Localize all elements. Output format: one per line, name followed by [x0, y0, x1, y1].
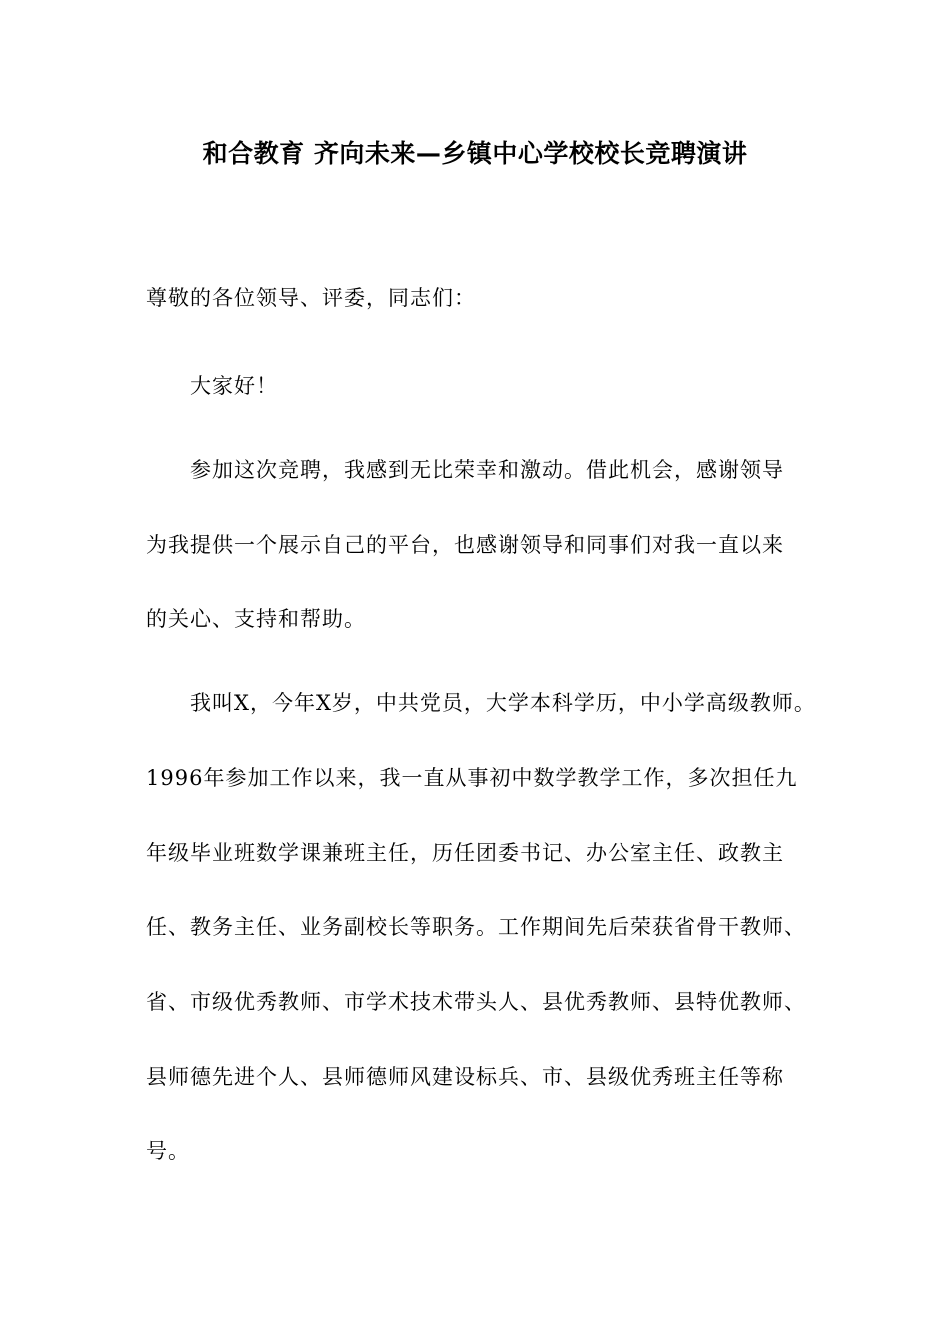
document-title: 和合教育 齐向未来—乡镇中心学校校长竞聘演讲 — [202, 139, 748, 168]
paragraph-line: 县师德先进个人、县师德师风建设标兵、市、县级优秀班主任等称 — [146, 1065, 784, 1089]
paragraph-line: 1996年参加工作以来，我一直从事初中数学教学工作，多次担任九 — [146, 766, 798, 790]
salutation: 尊敬的各位领导、评委，同志们： — [146, 286, 476, 310]
paragraph-line: 的关心、支持和帮助。 — [146, 607, 366, 631]
paragraph-line: 我叫X，今年X岁，中共党员，大学本科学历，中小学高级教师。 — [190, 691, 816, 715]
greeting: 大家好！ — [190, 374, 278, 398]
paragraph-line: 年级毕业班数学课兼班主任，历任团委书记、办公室主任、政教主 — [146, 841, 784, 865]
paragraph-line: 号。 — [146, 1139, 190, 1163]
paragraph-line: 省、市级优秀教师、市学术技术带头人、县优秀教师、县特优教师、 — [146, 990, 806, 1014]
paragraph-line: 任、教务主任、业务副校长等职务。工作期间先后荣获省骨干教师、 — [146, 915, 806, 939]
paragraph-line: 参加这次竞聘，我感到无比荣幸和激动。借此机会，感谢领导 — [190, 458, 784, 482]
paragraph-line: 为我提供一个展示自己的平台，也感谢领导和同事们对我一直以来 — [146, 533, 784, 557]
